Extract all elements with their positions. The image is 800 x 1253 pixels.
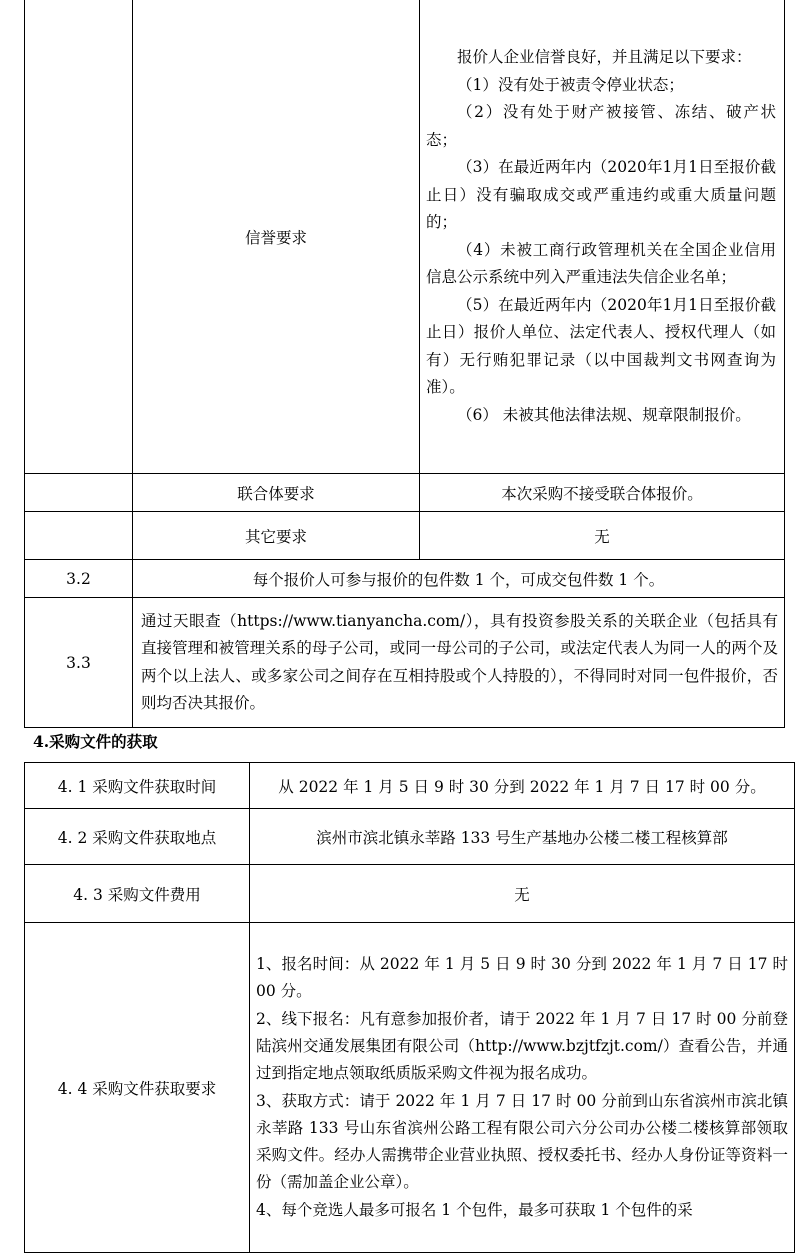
row-value <box>250 923 795 1253</box>
table-row <box>25 923 795 1253</box>
empty-num-cell <box>25 512 133 560</box>
row-label: 4. 1 采购文件获取时间 <box>25 763 250 809</box>
credit-paragraph: （6） 未被其他法律法规、规章限制报价。 <box>457 405 751 424</box>
table-row <box>25 512 785 560</box>
requirements-table <box>24 0 785 728</box>
credit-label: 信誉要求 <box>133 0 420 474</box>
credit-paragraph: （3）在最近两年内（2020年1月1日至报价截止日）没有骗取成交或严重违约或重大质量问题的； <box>426 158 776 231</box>
credit-paragraph: （2）没有处于财产被接管、冻结、破产状态； <box>426 103 776 149</box>
credit-paragraph: （4）未被工商行政管理机关在全国企业信用信息公示系统中列入严重违法失信企业名单； <box>426 240 776 286</box>
requirement-paragraph: 4、每个竞选人最多可报名 1 个包件，最多可获取 1 个包件的采 <box>256 1200 693 1219</box>
row-value: 从 2022 年 1 月 5 日 9 时 30 分到 2022 年 1 月 7 日 17 时 00 分。 <box>250 763 795 809</box>
section-heading: 4.采购文件的获取 <box>33 732 158 751</box>
row-label: 4. 2 采购文件获取地点 <box>25 809 250 865</box>
row-value: 无 <box>250 865 795 923</box>
other-label: 其它要求 <box>133 512 420 560</box>
requirement-paragraph: 3、获取方式：请于 2022 年 1 月 7 日 17 时 00 分前到山东省滨州市滨北镇永莘路 133 号山东省滨州公路工程有限公司六分公司办公楼二楼核算部领取采购文件。经办人需携带企业营业执照、授权委托书、经办人身份证等资料一份（需加盖企业公章）。 <box>256 1091 788 1192</box>
row-label: 4. 3 采购文件费用 <box>25 865 250 923</box>
procurement-table <box>24 762 795 1253</box>
row-value: 滨州市滨北镇永莘路 133 号生产基地办公楼二楼工程核算部 <box>250 809 795 865</box>
table-row <box>25 0 785 474</box>
table-row <box>25 598 785 728</box>
table-row <box>25 560 785 598</box>
table-row <box>25 809 795 865</box>
row-label: 4. 4 采购文件获取要求 <box>25 923 250 1253</box>
empty-num-cell <box>25 0 133 474</box>
table-row <box>25 865 795 923</box>
credit-paragraph: （1）没有处于被责令停业状态； <box>457 75 684 94</box>
consortium-label: 联合体要求 <box>133 474 420 512</box>
row-number: 3.2 <box>25 560 133 598</box>
other-value: 无 <box>420 512 785 560</box>
credit-paragraph: 报价人企业信誉良好，并且满足以下要求： <box>457 48 752 66</box>
row-number: 3.3 <box>25 598 133 728</box>
credit-paragraph: （5）在最近两年内（2020年1月1日至报价截止日）报价人单位、法定代表人、授权代理人（如有）无行贿犯罪记录（以中国裁判文书网查询为准）。 <box>426 295 776 396</box>
table-row <box>25 474 785 512</box>
requirement-paragraph: 2、线下报名：凡有意参加报价者，请于 2022 年 1 月 7 日 17 时 00 分前登陆滨州交通发展集团有限公司（http://www.bzjtfzjt.com/）查看公告，并通过到指定地点领取纸质版采购文件视为报名成功。 <box>256 1009 788 1083</box>
consortium-value: 本次采购不接受联合体报价。 <box>420 474 785 512</box>
row-3-3-text: 通过天眼查（https://www.tianyancha.com/），具有投资参股关系的关联企业（包括具有直接管理和被管理关系的母子公司，或同一母公司的子公司，或法定代表人为同一人的两个及两个以上法人、或多家公司之间存在互相持股或个人持股的），不得同时对同一包件报价，否则均否决其报价。 <box>133 598 785 728</box>
table-row <box>25 763 795 809</box>
row-3-2-text: 每个报价人可参与报价的包件数 1 个，可成交包件数 1 个。 <box>133 560 785 598</box>
credit-requirements-text <box>420 0 785 474</box>
empty-num-cell <box>25 474 133 512</box>
requirement-paragraph: 1、报名时间：从 2022 年 1 月 5 日 9 时 30 分到 2022 年 1 月 7 日 17 时 00 分。 <box>256 955 788 1001</box>
